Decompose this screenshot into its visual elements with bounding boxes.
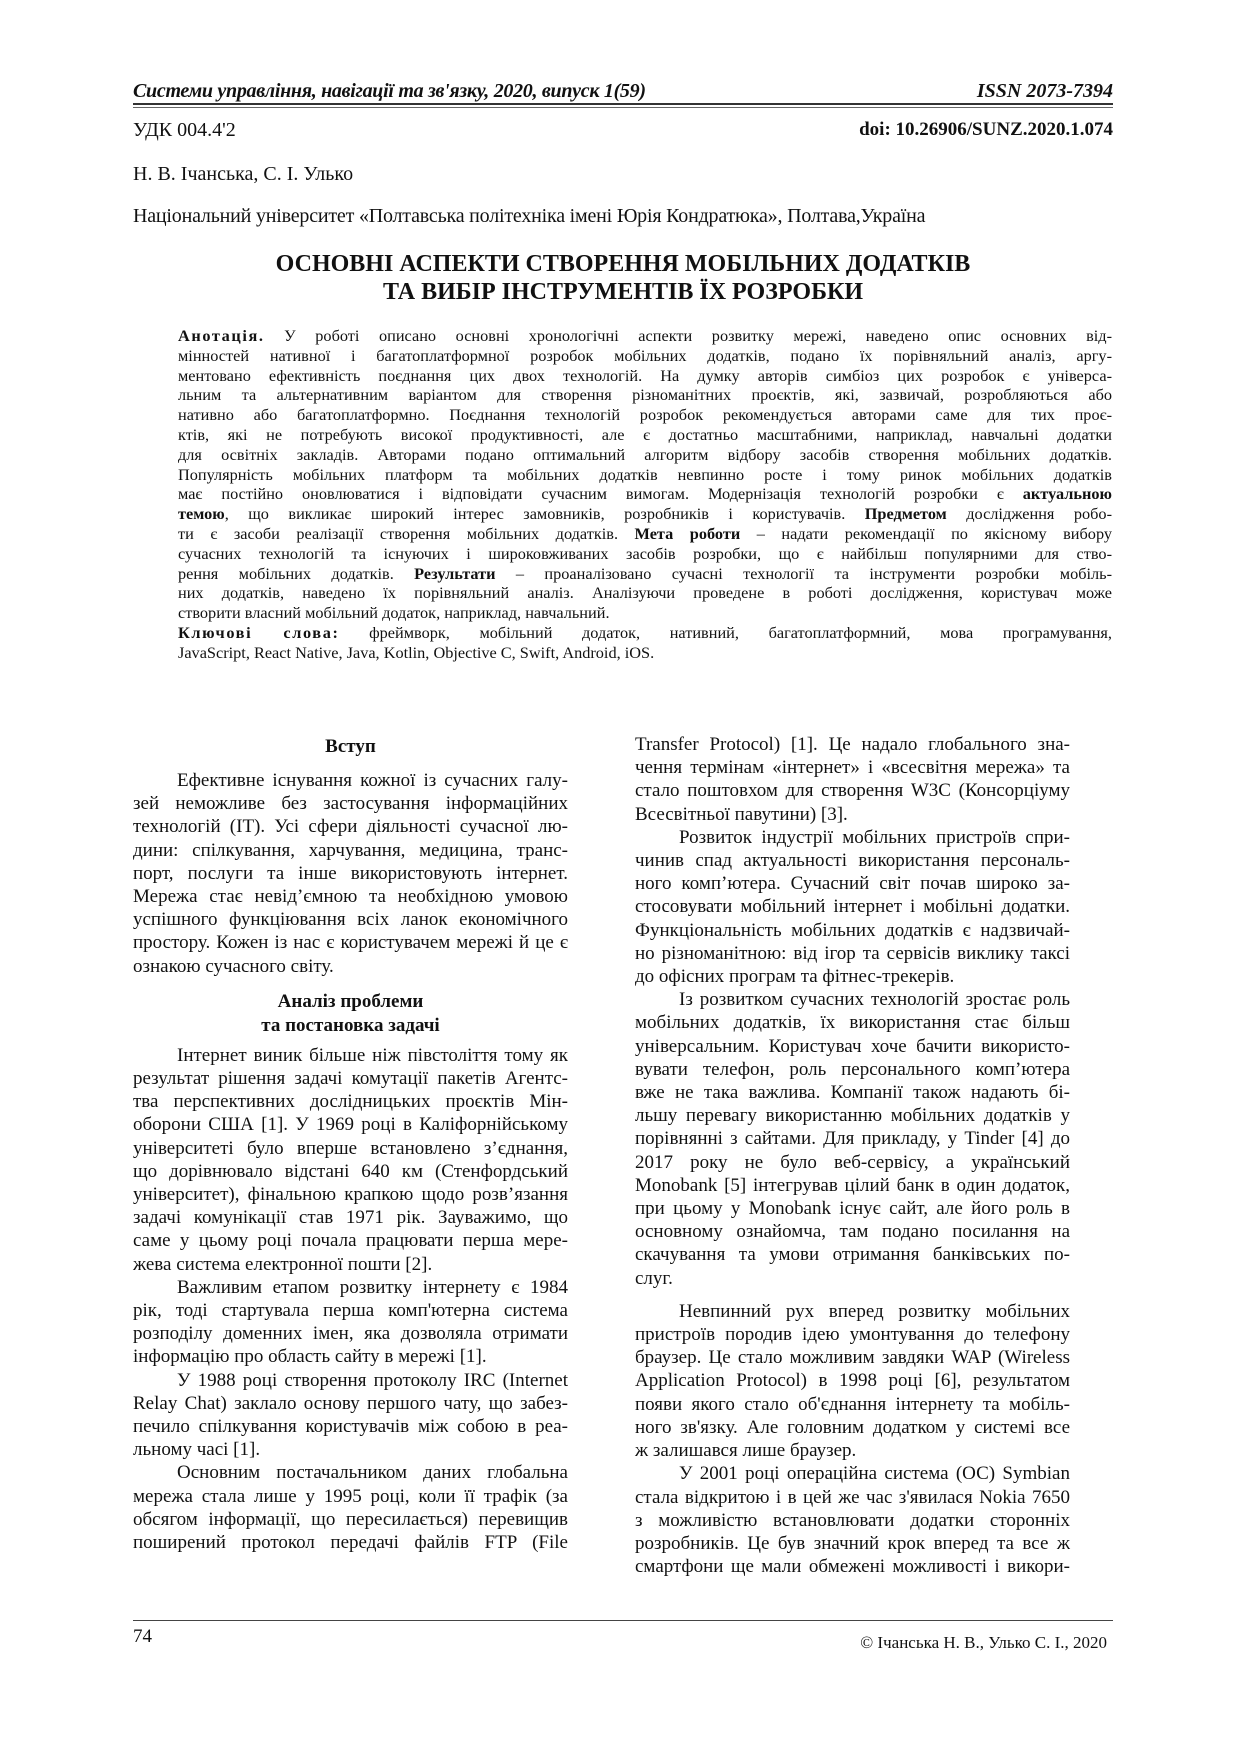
text-line: розподілу доменних імен, яка дозволяла отримати: [133, 1323, 568, 1345]
text-line: чення термінам «інтернет» і «всесвітня мережа» та: [635, 757, 1070, 779]
text-line: універсальним. Користувач хоче бачити використо-: [635, 1035, 1070, 1057]
emphasis: темою: [178, 504, 225, 524]
text-line: льному часі [1].: [133, 1439, 261, 1461]
text-line: ознакою сучасного світу.: [133, 955, 334, 977]
issn: ISSN 2073-7394: [976, 80, 1113, 102]
doi: doi: 10.26906/SUNZ.2020.1.074: [859, 119, 1113, 140]
text-line: чинив спад актуальності використання персональ-: [635, 850, 1070, 872]
text-line: Із розвитком сучасних технологій зростає роль: [679, 989, 1070, 1011]
abstract-line: них додатків, наведено їх порівняльний аналіз. Аналізуючи проведене в роботі дослідження, користувач може: [178, 583, 1112, 603]
header-rule: [133, 103, 1113, 105]
text-line: порівнянні з сайтами. Для прикладу, у Tinder [4] до: [635, 1128, 1070, 1150]
text-line: саме у цьому році почала працювати перша мере-: [133, 1230, 568, 1252]
abstract-line: ти є засоби реалізації створення мобільних додатків. Мета роботи – надати рекомендації по якісному вибору: [178, 523, 1113, 543]
emphasis: Предметом: [864, 504, 947, 524]
text-line: У 2001 році операційна система (ОС) Symbian: [679, 1463, 1070, 1485]
header-rule-thin: [133, 107, 1113, 108]
abstract-line: ментовано ефективність поєднання цих двох технологій. На думку авторів симбіоз цих розробок є універса-: [178, 365, 1112, 385]
text-line: Функціональність мобільних додатків є надзвичай-: [635, 919, 1070, 941]
text-line: університеті було вперше встановлено з’єднання,: [133, 1137, 568, 1159]
text-line: мобільних додатків, їх використання стає більш: [635, 1012, 1070, 1034]
text-line: технологій (ІТ). Усі сфери діяльності сучасної лю-: [133, 816, 568, 838]
text-line: з можливістю встановлювати додатки сторонніх: [635, 1509, 1070, 1531]
text-line: Monobank [5] інтегрував цілий банк в один додаток,: [635, 1174, 1070, 1196]
abstract-label: Анотація.: [178, 326, 265, 345]
text-line: стосовувати мобільний інтернет і мобільні додатки.: [635, 896, 1070, 918]
text-line: Інтернет виник більше ніж півстоліття тому як: [177, 1044, 568, 1066]
text-line: стала відкритою і в цей же час з'явилася Nokia 7650: [635, 1486, 1070, 1508]
text-line: браузер. Це стало можливим завдяки WAP (Wireless: [635, 1347, 1070, 1369]
text-line: поширений протокол передачі файлів FTP (File: [133, 1532, 568, 1554]
text-line: Важливим етапом розвитку інтернету є 1984: [177, 1276, 568, 1298]
abstract: [178, 326, 1112, 663]
text-line: Мережа стає невід’ємною та необхідною умовою: [133, 886, 568, 908]
emphasis: Результати: [414, 563, 496, 583]
copyright: © Ічанська Н. В., Улько С. І., 2020: [860, 1633, 1107, 1652]
right-column: [635, 733, 1070, 1578]
text-line: ж залишався лише браузер.: [635, 1440, 857, 1462]
running-head: [133, 76, 1113, 106]
text-line: розробників. Це був значний крок вперед та все ж: [635, 1532, 1070, 1554]
title-line-2: ТА ВИБІР ІНСТРУМЕНТІВ ЇХ РОЗРОБКИ: [382, 279, 864, 305]
text-line: смартфони ще мали обмежені можливості і викори-: [635, 1556, 1070, 1578]
abstract-line: темою, що викликає широкий інтерес замовників, розробників і користувачів. Предметом дослідження робо-: [178, 504, 1112, 524]
section-heading-problem: Аналіз проблеми: [277, 990, 424, 1012]
text-line: простору. Кожен із нас є користувачем мережі й це є: [133, 932, 568, 954]
text-line: скачування та умови отримання банківських по-: [635, 1244, 1070, 1266]
text-line: но різноманітною: від ігор та сервісів виклику таксі: [635, 942, 1070, 964]
text-line: університет), фінальною крапкою щодо розв’язання: [133, 1184, 568, 1206]
text-line: пристроїв породив ідею умонтування до телефону: [635, 1324, 1070, 1346]
text-line: Основним постачальником даних глобальна: [177, 1462, 568, 1484]
text-line: Невпинний рух вперед розвитку мобільних: [679, 1300, 1070, 1322]
title-line-1: ОСНОВНІ АСПЕКТИ СТВОРЕННЯ МОБІЛЬНИХ ДОДАТКІВ: [275, 251, 971, 277]
text-line: вже не така важлива. Компанії також надають бі-: [635, 1082, 1070, 1104]
abstract-line: мінностей нативної і багатоплатформної розробок мобільних додатків, подано їх порівняльний аналіз, аргу-: [178, 345, 1112, 365]
text-line: успішного функціювання всіх ланок економічного: [133, 909, 568, 931]
text-line: вувати телефон, роль персонального комп’ютера: [635, 1058, 1070, 1080]
footer-rule: [133, 1620, 1113, 1621]
text-line: ного зв'язку. Але головним додатком у системі все: [635, 1416, 1070, 1438]
keywords-line: Ключові слова: фреймворк, мобільний додаток, нативний, багатоплатформний, мова програмування,: [178, 622, 1112, 642]
section-heading-intro: Вступ: [325, 736, 376, 757]
abstract-line: Популярність мобільних платформ та мобільних додатків невпинно росте і тому ринок мобільних додатків: [178, 464, 1112, 484]
text-line: льшу перевагу використанню мобільних додатків у: [635, 1105, 1070, 1127]
affiliation: Національний університет «Полтавська політехніка імені Юрія Кондратюка», Полтава,Україна: [133, 205, 926, 227]
text-line: Relay Chat) заклало основу першого чату, що забез-: [133, 1392, 568, 1414]
text-line: Application Protocol) в 1998 році [6], результатом: [635, 1370, 1070, 1392]
abstract-line: має постійно оновлюватися і відповідати сучасним вимогам. Модернізація технологій розробки є актуальною: [178, 484, 1112, 504]
text-line: при цьому у Monobank існує сайт, але його роль в: [635, 1198, 1070, 1220]
section-heading-problem-2: та постановка задачі: [261, 1014, 440, 1036]
journal-title: Системи управління, навігації та зв'язку, 2020, випуск 1(59): [133, 80, 646, 102]
text-line: ного комп’ютера. Сучасний світ почав широко за-: [635, 873, 1070, 895]
text-line: зей неможливе без застосування інформаційних: [133, 793, 568, 815]
text-line: тва перспективних дослідницьких проєктів Мін-: [133, 1091, 568, 1113]
abstract-line: для освітніх закладів. Авторами подано оптимальний алгоритм відбору засобів створення мобільних додатків.: [178, 444, 1112, 464]
text-line: результат рішення задачі комутації пакетів Агентс-: [133, 1068, 568, 1090]
abstract-line: Анотація. У роботі описано основні хронологічні аспекти розвитку мережі, наведено опис основних від-: [178, 326, 1112, 345]
text-line: Всесвітньої павутини) [3].: [635, 803, 848, 825]
text-line: слуг.: [635, 1267, 673, 1289]
abstract-line: рення мобільних додатків. Результати – проаналізовано сучасні технології та інструменти розробки мобіль-: [178, 563, 1112, 583]
abstract-line: нативно або багатоплатформно. Поєднання технологій розробок рекомендується авторами саме для тих проє-: [178, 405, 1112, 425]
text-line: основному ознайомча, там подано посилання на: [635, 1221, 1070, 1243]
text-line: обсягом інформації, що пересилається) перевищив: [133, 1508, 568, 1530]
emphasis: Мета роботи: [634, 523, 741, 543]
text-line: рік, тоді стартувала перша комп'ютерна система: [133, 1300, 568, 1322]
text-line: задачі комунікації став 1971 рік. Зауважимо, що: [133, 1207, 568, 1229]
text-line: Ефективне існування кожної із сучасних галу-: [177, 770, 568, 791]
text-line: жева система електронної пошти [2].: [133, 1253, 433, 1275]
text-line: У 1988 році створення протоколу IRC (Internet: [177, 1369, 568, 1391]
abstract-line: ктів, які не потребують високої продуктивності, але є достатньо масштабними, наприклад, навчальні додатки: [178, 424, 1112, 444]
text-line: печило спілкування користувачів між собою в реа-: [133, 1416, 568, 1438]
udk-code: УДК 004.4'2: [133, 119, 236, 141]
text-line: стало поштовхом для створення W3C (Консорціуму: [635, 780, 1070, 802]
abstract-line: сучасних технологій та існуючих і широковживаних засобів розробки, що є найбільш популярними для ство-: [178, 543, 1112, 563]
abstract-line: створити власний мобільний додаток, наприклад, навчальний.: [178, 603, 610, 623]
text-line: 2017 року не було веб-сервісу, а український: [635, 1151, 1070, 1173]
text-line: інформацію про область сайту в мережі [1].: [133, 1346, 487, 1368]
page-number: 74: [133, 1626, 152, 1647]
text-line: дини: спілкування, харчування, медицина, транс-: [133, 839, 568, 861]
text-line: порт, послуги та інше використовують інтернет.: [133, 862, 568, 884]
text-line: появи якого стало об'єднання інтернету та мобіль-: [635, 1393, 1070, 1415]
text-line: Transfer Protocol) [1]. Це надало глобального зна-: [635, 734, 1070, 755]
keywords-label: Ключові слова:: [178, 622, 340, 642]
text-line: що дорівнювало відстані 640 км (Стенфордський: [133, 1160, 568, 1182]
abstract-line: льним та альтернативним варіантом для створення різноманітних проєктів, які, зазвичай, розробляються або: [178, 385, 1112, 405]
emphasis: актуальною: [1022, 484, 1112, 504]
text-line: Розвиток індустрії мобільних пристроїв спри-: [679, 826, 1070, 848]
keywords-line: JavaScript, React Native, Java, Kotlin, Objective C, Swift, Android, iOS.: [178, 642, 655, 662]
text-line: оборони США [1]. У 1969 році в Каліфорнійському: [133, 1114, 568, 1136]
text-line: мережа стала лише у 1995 році, коли її трафік (за: [133, 1485, 568, 1507]
left-column: [133, 735, 568, 1554]
paper-title: [133, 250, 1113, 306]
authors: Н. В. Ічанська, С. І. Улько: [133, 163, 354, 185]
text-line: до офісних програм та фітнес-трекерів.: [635, 966, 955, 988]
